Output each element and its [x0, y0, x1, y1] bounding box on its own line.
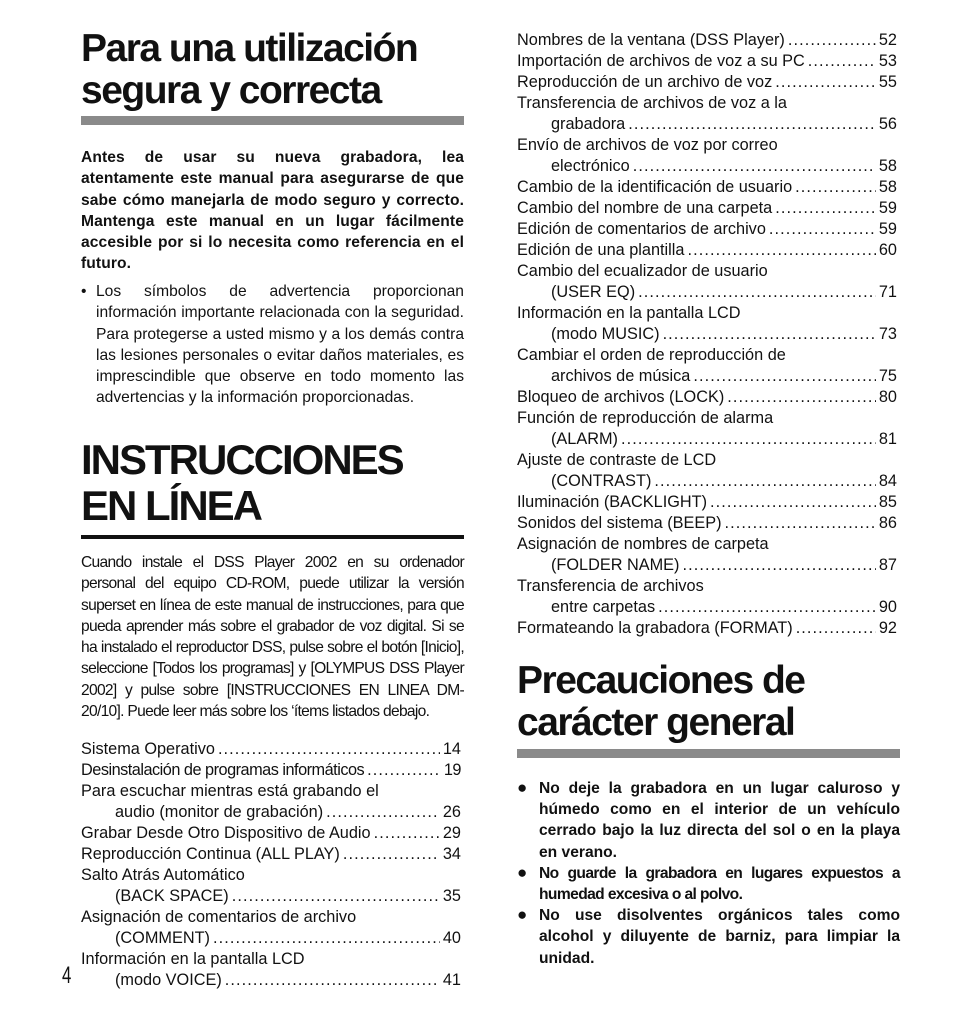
- toc-dot-leader: [628, 114, 876, 135]
- toc-dot-leader: [775, 198, 876, 219]
- online-heading-line1: INSTRUCCIONES: [81, 436, 403, 483]
- toc-entry-title: (CONTRAST): [551, 472, 652, 490]
- caution-item-text: No use disolventes orgánicos tales como alcohol y diluyente de barniz, para limpiar la unidad.: [539, 907, 900, 967]
- toc-page-number: 58: [878, 178, 897, 196]
- toc-entry-title: (BACK SPACE): [115, 887, 229, 905]
- toc-entry-title: Transferencia de archivos: [517, 577, 704, 595]
- toc-entry-title: Formateando la grabadora (FORMAT): [517, 619, 793, 637]
- toc-entry: [81, 907, 461, 949]
- toc-entry-title: (modo MUSIC): [551, 325, 660, 343]
- toc-entry-title: audio (monitor de grabación): [115, 803, 324, 821]
- toc-entry-title: Grabar Desde Otro Dispositivo de Audio: [81, 824, 371, 842]
- toc-dot-leader: [638, 282, 876, 303]
- toc-dot-leader: [693, 366, 876, 387]
- warning-symbols-text: Los símbolos de advertencia proporcionan información importante relacionada con la seguridad. Para protegerse a usted mismo y a los demás contra las lesiones personales o evitar daños materiales, es imprescindible que observe en todo momento las advertencias y la información proporcionadas.: [96, 283, 464, 407]
- toc-entry-title: (FOLDER NAME): [551, 556, 680, 574]
- toc-dot-leader: [710, 492, 876, 513]
- toc-entry: [517, 72, 897, 93]
- toc-entry: [517, 198, 897, 219]
- general-precautions-heading: [517, 660, 917, 744]
- toc-dot-leader: [727, 387, 876, 408]
- toc-page-number: 87: [878, 556, 897, 574]
- toc-entry: [517, 492, 897, 513]
- caution-bullet-icon: ●: [517, 778, 528, 797]
- toc-entry: [517, 51, 897, 72]
- toc-entry: [517, 450, 897, 492]
- safety-heading-line2: segura y correcta: [81, 69, 381, 112]
- toc-dot-leader: [769, 219, 876, 240]
- toc-entry-title: Información en la pantalla LCD: [81, 950, 305, 968]
- toc-entry-title: (ALARM): [551, 430, 618, 448]
- toc-entry: [517, 303, 897, 345]
- toc-dot-leader: [225, 970, 440, 991]
- toc-page-number: 34: [442, 845, 461, 863]
- toc-entry: [517, 408, 897, 450]
- toc-entry-title: Asignación de nombres de carpeta: [517, 535, 769, 553]
- toc-dot-leader: [663, 324, 876, 345]
- toc-page-number: 59: [878, 220, 897, 238]
- toc-page-number: 92: [878, 619, 897, 637]
- toc-entry-title: Desinstalación de programas informáticos: [81, 761, 365, 779]
- caution-item: [517, 863, 900, 905]
- toc-entry: [517, 576, 897, 618]
- toc-entry: [81, 760, 461, 781]
- toc-entry: [81, 823, 461, 844]
- toc-entry: [81, 781, 461, 823]
- toc-dot-leader: [621, 429, 876, 450]
- general-precautions-line2: carácter general: [517, 701, 795, 744]
- toc-page-number: 75: [878, 367, 897, 385]
- toc-page-number: 85: [878, 493, 897, 511]
- caution-item-text: No guarde la grabadora en lugares expuestos a humedad excesiva o al polvo.: [539, 864, 900, 904]
- safety-heading-line1: Para una utilización: [81, 27, 418, 70]
- toc-entry: [81, 844, 461, 865]
- toc-dot-leader: [232, 886, 440, 907]
- toc-page-number: 56: [878, 115, 897, 133]
- bullet-dot: •: [81, 283, 87, 300]
- toc-entry-title: Transferencia de archivos de voz a la: [517, 94, 787, 112]
- toc-entry-title: (USER EQ): [551, 283, 636, 301]
- toc-page-number: 58: [878, 157, 897, 175]
- toc-entry-title: Reproducción de un archivo de voz: [517, 73, 773, 91]
- toc-entry-title: Función de reproducción de alarma: [517, 409, 774, 427]
- toc-entry-title: Importación de archivos de voz a su PC: [517, 52, 805, 70]
- toc-left-list: [81, 739, 461, 991]
- toc-entry-title: Ajuste de contraste de LCD: [517, 451, 717, 469]
- online-heading-line2: EN LÍNEA: [81, 482, 262, 529]
- general-precautions-line1: Precauciones de: [517, 659, 805, 702]
- toc-entry: [517, 387, 897, 408]
- toc-dot-leader: [808, 51, 876, 72]
- toc-right-list: [517, 30, 897, 639]
- caution-list: [517, 778, 900, 969]
- toc-dot-leader: [367, 760, 441, 781]
- toc-entry-title: Cambio de la identificación de usuario: [517, 178, 793, 196]
- caution-item: [517, 778, 900, 863]
- page-number: 4: [62, 962, 72, 989]
- toc-dot-leader: [795, 177, 876, 198]
- toc-entry-title: Salto Atrás Automático: [81, 866, 245, 884]
- toc-dot-leader: [725, 513, 876, 534]
- toc-page-number: 29: [442, 824, 461, 842]
- online-intro-text: Cuando instale el DSS Player 2002 en su ordenador personal del equipo CD-ROM, puede utilizar la versión superset en línea de este manual de instrucciones, para que pueda aprender más sobre el grabador de voz digital. Si se ha instalado el reproductor DSS, pulse sobre el botón [Inicio], seleccione [Todos los programas] y [OLYMPUS DSS Player 2002] y pulse sobre [INSTRUCCIONES EN LINEA DM-20/10]. Puede leer más sobre los ‘ítems listados debajo.: [81, 554, 464, 721]
- safety-intro-text: Antes de usar su nueva grabadora, lea atentamente este manual para asegurarse de que sabe cómo manejarla de modo seguro y correcto. Mantenga este manual en un lugar fácilmente accesible por si lo necesita como referencia en el futuro.: [81, 149, 464, 273]
- toc-dot-leader: [788, 30, 876, 51]
- toc-dot-leader: [213, 928, 440, 949]
- toc-page-number: 53: [878, 52, 897, 70]
- toc-page-number: 59: [878, 199, 897, 217]
- toc-entry-title: Cambio del ecualizador de usuario: [517, 262, 768, 280]
- toc-entry: [517, 618, 897, 639]
- toc-page-number: 19: [443, 761, 461, 779]
- toc-page-number: 40: [442, 929, 461, 947]
- toc-entry-title: Sistema Operativo: [81, 740, 215, 758]
- toc-entry: [517, 534, 897, 576]
- toc-entry-title: (COMMENT): [115, 929, 210, 947]
- toc-page-number: 41: [442, 971, 461, 989]
- safety-heading: [81, 28, 481, 112]
- toc-page-number: 80: [878, 388, 897, 406]
- toc-dot-leader: [687, 240, 875, 261]
- toc-entry: [517, 30, 897, 51]
- toc-entry: [517, 135, 897, 177]
- toc-entry-title: Asignación de comentarios de archivo: [81, 908, 357, 926]
- toc-entry-title: (modo VOICE): [115, 971, 222, 989]
- online-heading-rule: [81, 535, 464, 539]
- toc-entry-title: Cambio del nombre de una carpeta: [517, 199, 773, 217]
- toc-dot-leader: [654, 471, 875, 492]
- toc-entry: [517, 177, 897, 198]
- caution-item: [517, 905, 900, 969]
- toc-page-number: 35: [442, 887, 461, 905]
- toc-entry: [517, 345, 897, 387]
- toc-entry-title: Información en la pantalla LCD: [517, 304, 741, 322]
- toc-entry-title: archivos de música: [551, 367, 691, 385]
- toc-page-number: 55: [878, 73, 897, 91]
- toc-entry-title: electrónico: [551, 157, 630, 175]
- toc-entry: [517, 219, 897, 240]
- toc-entry-title: Nombres de la ventana (DSS Player): [517, 31, 785, 49]
- toc-entry-title: Reproducción Continua (ALL PLAY): [81, 845, 340, 863]
- toc-dot-leader: [775, 72, 876, 93]
- toc-entry-title: Iluminación (BACKLIGHT): [517, 493, 708, 511]
- toc-dot-leader: [633, 156, 876, 177]
- toc-entry: [81, 739, 461, 760]
- caution-item-text: No deje la grabadora en un lugar caluroso y húmedo como en el interior de un vehículo cerrado bajo la luz directa del sol o en la playa en verano.: [539, 780, 900, 861]
- toc-page-number: 52: [878, 31, 897, 49]
- toc-page-number: 86: [878, 514, 897, 532]
- toc-entry: [517, 240, 897, 261]
- toc-entry: [517, 261, 897, 303]
- toc-entry-title: grabadora: [551, 115, 626, 133]
- toc-entry: [517, 93, 897, 135]
- toc-entry-title: Edición de comentarios de archivo: [517, 220, 766, 238]
- toc-entry-title: Cambiar el orden de reproducción de: [517, 346, 786, 364]
- toc-dot-leader: [796, 618, 876, 639]
- toc-dot-leader: [374, 823, 440, 844]
- toc-entry: [81, 865, 461, 907]
- toc-entry-title: Sonidos del sistema (BEEP): [517, 514, 722, 532]
- warning-symbols-bullet: [81, 281, 464, 409]
- toc-entry-title: Envío de archivos de voz por correo: [517, 136, 778, 154]
- toc-entry-title: Edición de una plantilla: [517, 241, 685, 259]
- toc-dot-leader: [682, 555, 875, 576]
- general-precautions-rule: [517, 749, 900, 758]
- toc-page-number: 14: [442, 740, 461, 758]
- toc-entry-title: Para escuchar mientras está grabando el: [81, 782, 379, 800]
- toc-entry-title: entre carpetas: [551, 598, 656, 616]
- caution-bullet-icon: ●: [517, 862, 528, 882]
- toc-page-number: 60: [878, 241, 897, 259]
- toc-page-number: 71: [878, 283, 897, 301]
- toc-dot-leader: [326, 802, 440, 823]
- toc-page-number: 84: [878, 472, 897, 490]
- toc-page-number: 26: [442, 803, 461, 821]
- toc-entry: [517, 513, 897, 534]
- toc-dot-leader: [218, 739, 440, 760]
- toc-dot-leader: [658, 597, 876, 618]
- caution-bullet-icon: ●: [517, 905, 528, 925]
- toc-page-number: 81: [878, 430, 897, 448]
- safety-heading-rule: [81, 116, 464, 125]
- toc-entry: [81, 949, 461, 991]
- toc-page-number: 90: [878, 598, 897, 616]
- toc-page-number: 73: [878, 325, 897, 343]
- online-heading: [81, 437, 481, 529]
- toc-entry-title: Bloqueo de archivos (LOCK): [517, 388, 725, 406]
- toc-dot-leader: [343, 844, 440, 865]
